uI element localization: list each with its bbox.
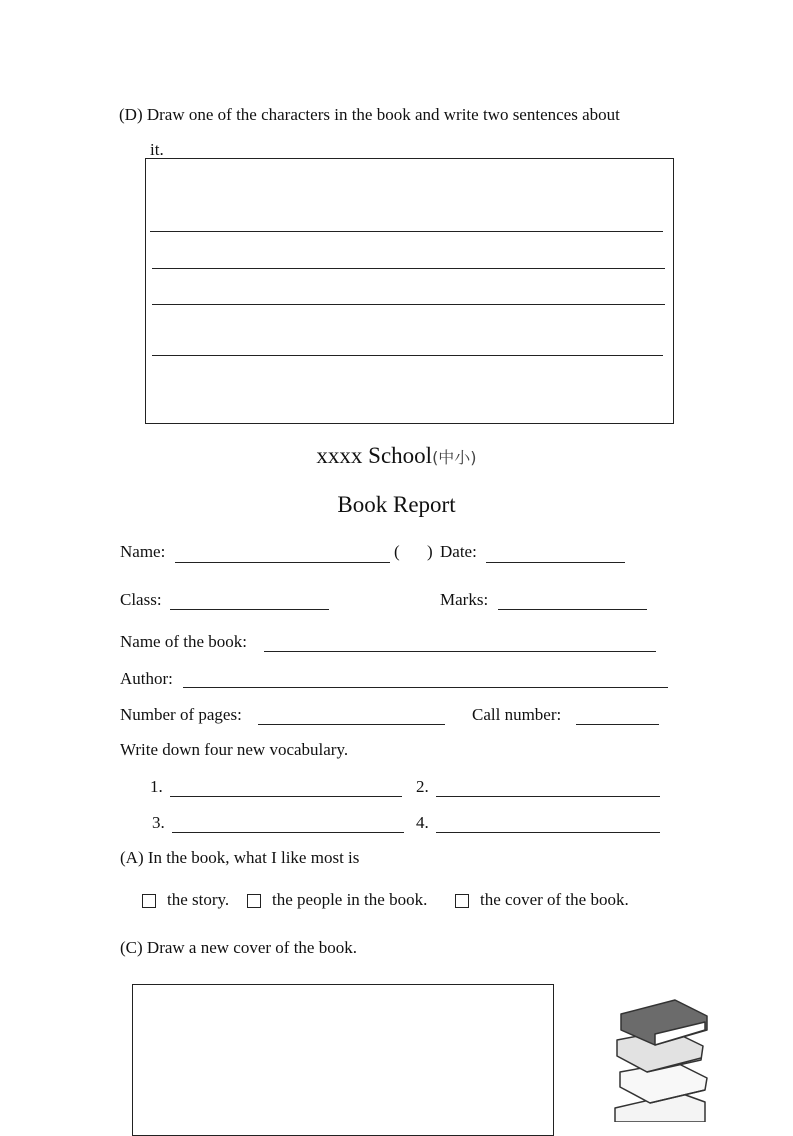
option-label: the people in the book. (272, 890, 428, 909)
school-name (0, 442, 793, 472)
book-stack-icon (605, 990, 720, 1122)
section-d-prompt-cont: it. (150, 140, 164, 159)
section-a-prompt: (A) In the book, what I like most is (120, 848, 360, 867)
paren-close: ) (427, 542, 433, 561)
pages-label: Number of pages: (120, 705, 242, 724)
writing-line[interactable] (152, 304, 665, 305)
option-label: the cover of the book. (480, 890, 629, 909)
writing-line[interactable] (152, 355, 663, 356)
checkbox-cover[interactable] (455, 894, 469, 908)
vocab-number: 3. (152, 813, 165, 832)
marks-label: Marks: (440, 590, 489, 609)
call-number-field[interactable] (576, 724, 659, 725)
vocab-number: 4. (416, 813, 429, 832)
pages-field[interactable] (258, 724, 445, 725)
class-label: Class: (120, 590, 162, 609)
vocab-number: 2. (416, 777, 429, 796)
vocab-number: 1. (150, 777, 163, 796)
vocab-field-1[interactable] (170, 796, 402, 797)
vocab-field-4[interactable] (436, 832, 660, 833)
name-field[interactable] (175, 562, 390, 563)
author-field[interactable] (183, 687, 668, 688)
date-field[interactable] (486, 562, 625, 563)
writing-line[interactable] (152, 268, 665, 269)
checkbox-people[interactable] (247, 894, 261, 908)
call-number-label: Call number: (472, 705, 562, 724)
drawing-box-character[interactable] (145, 158, 674, 424)
marks-field[interactable] (498, 609, 647, 610)
section-d-prompt: (D) Draw one of the characters in the book and write two sentences about (119, 105, 620, 124)
drawing-box-cover[interactable] (132, 984, 554, 1136)
class-field[interactable] (170, 609, 329, 610)
school-suffix: (中小) (432, 448, 477, 467)
page-title: Book Report (337, 492, 456, 517)
name-label: Name: (120, 542, 166, 561)
vocab-instruction: Write down four new vocabulary. (120, 740, 349, 759)
section-c-prompt: (C) Draw a new cover of the book. (120, 938, 357, 957)
vocab-field-2[interactable] (436, 796, 660, 797)
date-label: Date: (440, 542, 477, 561)
author-label: Author: (120, 669, 173, 688)
option-label: the story. (167, 890, 230, 909)
book-name-label: Name of the book: (120, 632, 247, 651)
checkbox-story[interactable] (142, 894, 156, 908)
paren-open: ( (394, 542, 400, 561)
book-name-field[interactable] (264, 651, 656, 652)
writing-line[interactable] (150, 231, 663, 232)
school-text: xxxx School (316, 443, 433, 468)
vocab-field-3[interactable] (172, 832, 404, 833)
